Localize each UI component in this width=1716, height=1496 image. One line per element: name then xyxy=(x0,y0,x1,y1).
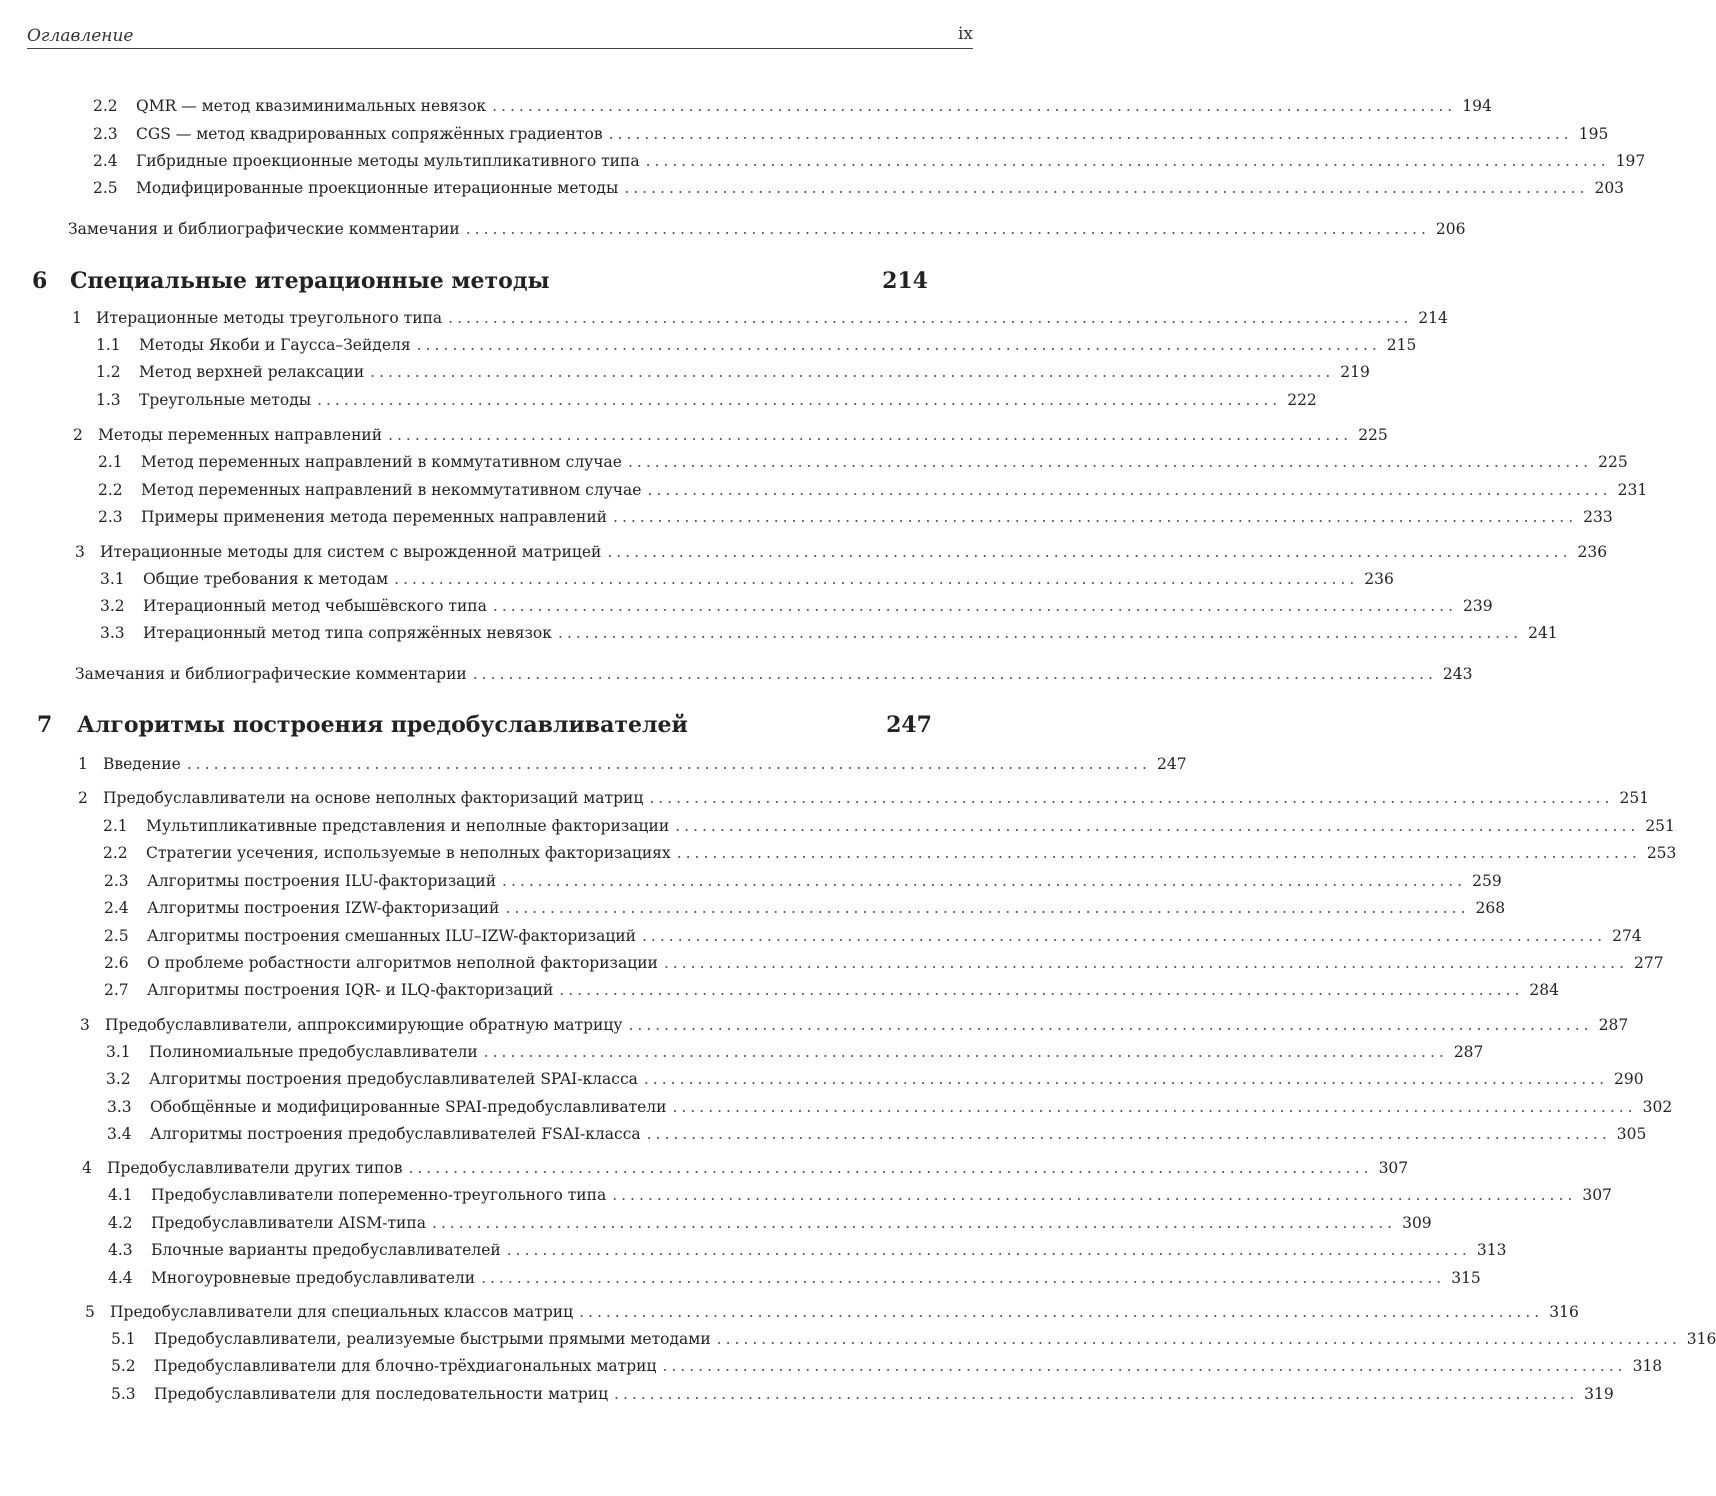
entry-title: Примеры применения метода переменных направлений xyxy=(141,508,608,526)
entry-page: 313 xyxy=(1476,1241,1507,1259)
entry-number: 3.4 xyxy=(107,1125,132,1143)
entry-number: 1 xyxy=(78,755,88,773)
entry-page: 259 xyxy=(1472,872,1502,890)
entry-number: 2.1 xyxy=(103,817,128,835)
chapter-number: 7 xyxy=(37,712,53,738)
entry-number: 4 xyxy=(82,1159,92,1177)
leader-dots: ............................................................................................................ xyxy=(675,817,1640,835)
entry-title: Предобуславливатели для специальных классов матриц xyxy=(110,1303,574,1321)
entry-title: Треугольные методы xyxy=(139,391,312,409)
entry-title: Метод верхней релаксации xyxy=(139,363,365,381)
leader-dots: ............................................................................................................ xyxy=(506,1241,1471,1259)
chapter-heading[interactable] xyxy=(32,268,928,294)
entry-page: 316 xyxy=(1549,1303,1579,1321)
entry-page: 277 xyxy=(1634,954,1664,972)
toc-entry[interactable] xyxy=(103,843,1677,863)
entry-title: Предобуславливатели, аппроксимирующие обратную матрицу xyxy=(105,1016,623,1034)
entry-title: Алгоритмы построения смешанных ILU–IZW-факторизаций xyxy=(147,927,636,945)
entry-title: Итерационные методы для систем с вырожденной матрицей xyxy=(100,543,602,561)
toc-entry[interactable] xyxy=(93,124,1609,144)
entry-page: 222 xyxy=(1287,391,1317,409)
entry-number: 2.3 xyxy=(98,508,123,526)
entry-number: 1 xyxy=(72,309,82,327)
entry-number: 3 xyxy=(75,543,85,561)
entry-page: 241 xyxy=(1528,624,1558,642)
toc-entry[interactable] xyxy=(104,953,1664,973)
toc-entry[interactable] xyxy=(93,96,1492,116)
entry-number: 3.1 xyxy=(100,570,125,588)
entry-page: 225 xyxy=(1358,426,1388,444)
entry-number: 2.7 xyxy=(104,981,129,999)
entry-page: 197 xyxy=(1615,152,1646,170)
leader-dots: ............................................................................................................ xyxy=(643,1070,1608,1088)
entry-title: Полиномиальные предобуславливатели xyxy=(149,1043,478,1061)
leader-dots: ............................................................................................................ xyxy=(505,899,1470,917)
leader-dots: ............................................................................................................ xyxy=(186,755,1151,773)
entry-page: 251 xyxy=(1619,789,1650,807)
toc-entry[interactable] xyxy=(103,816,1675,836)
toc-section[interactable] xyxy=(85,1302,1579,1322)
toc-entry[interactable] xyxy=(100,569,1394,589)
entry-number: 2.3 xyxy=(93,125,118,143)
entry-number: 2.6 xyxy=(104,954,129,972)
entry-number: 2 xyxy=(78,789,88,807)
leader-dots: ............................................................................................................ xyxy=(612,1186,1577,1204)
entry-number: 2.5 xyxy=(104,927,129,945)
toc-entry[interactable] xyxy=(108,1268,1481,1288)
leader-dots: ............................................................................................................ xyxy=(647,481,1612,499)
entry-page: 284 xyxy=(1529,981,1560,999)
toc-section[interactable] xyxy=(78,754,1187,774)
entry-number: 2.5 xyxy=(93,179,118,197)
entry-page: 253 xyxy=(1646,844,1677,862)
entry-title: Методы переменных направлений xyxy=(98,426,383,444)
chapter-page: 247 xyxy=(886,712,932,738)
toc-section[interactable] xyxy=(72,308,1448,328)
leader-dots: ............................................................................................................ xyxy=(614,1385,1579,1403)
leader-dots: ............................................................................................................ xyxy=(662,1357,1627,1375)
entry-page: 194 xyxy=(1462,97,1492,115)
entry-page: 268 xyxy=(1475,899,1506,917)
toc-section[interactable] xyxy=(80,1015,1629,1035)
leader-dots: ............................................................................................................ xyxy=(408,1159,1373,1177)
entry-title: Предобуславливатели на основе неполных факторизаций матриц xyxy=(103,789,644,807)
chapter-number: 6 xyxy=(32,268,48,294)
entry-number: 5.3 xyxy=(111,1385,136,1403)
chapter-title: Специальные итерационные методы xyxy=(70,268,550,294)
leader-dots: ............................................................................................................ xyxy=(676,844,1641,862)
chapter-heading[interactable] xyxy=(37,712,932,738)
entry-title: Предобуславливатели для блочно-трёхдиагональных матриц xyxy=(154,1357,657,1375)
leader-dots: ............................................................................................................ xyxy=(672,1098,1637,1116)
entry-number: 5.2 xyxy=(111,1357,136,1375)
entry-number: 2 xyxy=(73,426,83,444)
entry-number: 2.1 xyxy=(98,453,123,471)
entry-number: 2.2 xyxy=(98,481,123,499)
toc-notes-entry[interactable] xyxy=(68,219,1466,239)
entry-number: 1.2 xyxy=(96,363,121,381)
entry-page: 236 xyxy=(1577,543,1608,561)
chapter-title: Алгоритмы построения предобуславливателей xyxy=(77,712,688,738)
entry-number: 3.3 xyxy=(100,624,125,642)
leader-dots: ............................................................................................................ xyxy=(481,1269,1446,1287)
page-number: ix xyxy=(957,24,973,44)
entry-title: Итерационные методы треугольного типа xyxy=(96,309,443,327)
entry-page: 316 xyxy=(1686,1330,1716,1348)
toc-entry[interactable] xyxy=(107,1124,1647,1144)
entry-title: Модифицированные проекционные итерационные методы xyxy=(136,179,619,197)
entry-page: 251 xyxy=(1645,817,1675,835)
toc-entry[interactable] xyxy=(96,335,1417,355)
entry-page: 287 xyxy=(1598,1016,1629,1034)
leader-dots: ............................................................................................................ xyxy=(559,981,1524,999)
entry-page: 315 xyxy=(1451,1269,1481,1287)
toc-notes-entry[interactable] xyxy=(75,664,1473,684)
toc-entry[interactable] xyxy=(93,151,1646,171)
entry-title: Алгоритмы построения IQR- и ILQ-факторизаций xyxy=(147,981,554,999)
leader-dots: ............................................................................................................ xyxy=(431,1214,1397,1232)
toc-section[interactable] xyxy=(75,542,1608,562)
entry-page: 305 xyxy=(1616,1125,1647,1143)
entry-number: 1.1 xyxy=(96,336,121,354)
leader-dots: ............................................................................................................ xyxy=(492,597,1458,615)
entry-page: 214 xyxy=(1418,309,1448,327)
toc-entry[interactable] xyxy=(108,1240,1507,1260)
entry-page: 247 xyxy=(1156,755,1187,773)
leader-dots: ............................................................................................................ xyxy=(472,665,1437,683)
toc-entry[interactable] xyxy=(98,507,1613,527)
entry-page: 309 xyxy=(1402,1214,1432,1232)
entry-number: 1.3 xyxy=(96,391,121,409)
entry-title: Итерационный метод чебышёвского типа xyxy=(143,597,487,615)
toc-entry[interactable] xyxy=(104,871,1502,891)
leader-dots: ............................................................................................................ xyxy=(416,336,1381,354)
entry-page: 231 xyxy=(1617,481,1648,499)
entry-page: 215 xyxy=(1386,336,1417,354)
entry-title: Алгоритмы построения ILU-факторизаций xyxy=(147,872,497,890)
entry-page: 219 xyxy=(1340,363,1370,381)
toc-entry[interactable] xyxy=(100,623,1558,643)
toc-entry[interactable] xyxy=(107,1097,1673,1117)
entry-number: 3.3 xyxy=(107,1098,132,1116)
toc-section[interactable] xyxy=(82,1158,1409,1178)
leader-dots: ............................................................................................................ xyxy=(448,309,1413,327)
entry-title: Введение xyxy=(103,755,181,773)
entry-title: Предобуславливатели попеременно-треугольного типа xyxy=(151,1186,607,1204)
entry-title: Мультипликативные представления и неполные факторизации xyxy=(146,817,670,835)
entry-number: 2.3 xyxy=(104,872,129,890)
leader-dots: ............................................................................................................ xyxy=(579,1303,1544,1321)
entry-page: 195 xyxy=(1578,125,1609,143)
entry-page: 233 xyxy=(1583,508,1613,526)
leader-dots: ............................................................................................................ xyxy=(649,789,1614,807)
entry-page: 318 xyxy=(1632,1357,1663,1375)
entry-page: 274 xyxy=(1612,927,1642,945)
toc-entry[interactable] xyxy=(111,1329,1716,1349)
entry-title: Гибридные проекционные методы мультипликативного типа xyxy=(136,152,640,170)
entry-number: 3.1 xyxy=(106,1043,131,1061)
toc-entry[interactable] xyxy=(108,1213,1432,1233)
entry-number: 3.2 xyxy=(106,1070,131,1088)
entry-number: 5 xyxy=(85,1303,95,1321)
leader-dots: ............................................................................................................ xyxy=(492,97,1457,115)
toc-entry[interactable] xyxy=(106,1042,1484,1062)
entry-title: Предобуславливатели для последовательности матриц xyxy=(154,1385,609,1403)
entry-page: 319 xyxy=(1584,1385,1614,1403)
entry-page: 203 xyxy=(1594,179,1625,197)
leader-dots: ............................................................................................................ xyxy=(557,624,1523,642)
entry-title: Предобуславливатели других типов xyxy=(107,1159,403,1177)
entry-title: Предобуславливатели AISM-типа xyxy=(151,1214,426,1232)
toc-entry[interactable] xyxy=(93,178,1625,198)
entry-number: 3.2 xyxy=(100,597,125,615)
entry-number: 3 xyxy=(80,1016,90,1034)
entry-title: CGS — метод квадрированных сопряжённых градиентов xyxy=(136,125,603,143)
entry-title: Многоуровневые предобуславливатели xyxy=(151,1269,476,1287)
entry-title: Обобщённые и модифицированные SPAI-предобуславливатели xyxy=(150,1098,667,1116)
toc-entry[interactable] xyxy=(111,1356,1663,1376)
entry-number: 4.2 xyxy=(108,1214,133,1232)
entry-page: 307 xyxy=(1378,1159,1409,1177)
entry-title: Стратегии усечения, используемые в неполных факторизациях xyxy=(146,844,671,862)
leader-dots: ............................................................................................................ xyxy=(394,570,1359,588)
leader-dots: ............................................................................................................ xyxy=(716,1330,1681,1348)
toc-entry[interactable] xyxy=(104,926,1642,946)
entry-title: Предобуславливатели, реализуемые быстрыми прямыми методами xyxy=(154,1330,711,1348)
chapter-page: 214 xyxy=(882,268,928,294)
leader-dots: ............................................................................................................ xyxy=(607,543,1572,561)
entry-page: 307 xyxy=(1582,1186,1612,1204)
toc-entry[interactable] xyxy=(96,390,1317,410)
toc-entry[interactable] xyxy=(111,1384,1614,1404)
leader-dots: ............................................................................................................ xyxy=(608,125,1573,143)
entry-title: QMR — метод квазиминимальных невязок xyxy=(136,97,487,115)
leader-dots: ............................................................................................................ xyxy=(370,363,1335,381)
entry-title: Замечания и библиографические комментарии xyxy=(68,220,460,238)
running-title: Оглавление xyxy=(27,26,134,46)
entry-number: 2.2 xyxy=(93,97,118,115)
entry-title: Замечания и библиографические комментарии xyxy=(75,665,467,683)
toc-entry[interactable] xyxy=(106,1069,1644,1089)
toc-entry[interactable] xyxy=(96,362,1370,382)
entry-title: Общие требования к методам xyxy=(143,570,389,588)
entry-title: Методы Якоби и Гаусса–Зейделя xyxy=(139,336,411,354)
leader-dots: ............................................................................................................ xyxy=(663,954,1628,972)
toc-entry[interactable] xyxy=(108,1185,1612,1205)
entry-title: О проблеме робастности алгоритмов неполной факторизации xyxy=(147,954,658,972)
entry-title: Метод переменных направлений в коммутативном случае xyxy=(141,453,622,471)
leader-dots: ............................................................................................................ xyxy=(645,152,1610,170)
entry-number: 2.4 xyxy=(104,899,129,917)
entry-page: 239 xyxy=(1463,597,1493,615)
leader-dots: ............................................................................................................ xyxy=(624,179,1589,197)
page-header xyxy=(27,22,973,49)
entry-number: 2.2 xyxy=(103,844,128,862)
entry-page: 290 xyxy=(1614,1070,1644,1088)
entry-number: 4.3 xyxy=(108,1241,133,1259)
entry-page: 287 xyxy=(1453,1043,1484,1061)
leader-dots: ............................................................................................................ xyxy=(388,426,1353,444)
toc-entry[interactable] xyxy=(98,480,1648,500)
entry-number: 2.4 xyxy=(93,152,118,170)
entry-page: 243 xyxy=(1442,665,1473,683)
leader-dots: ............................................................................................................ xyxy=(502,872,1467,890)
leader-dots: ............................................................................................................ xyxy=(627,453,1593,471)
entry-title: Метод переменных направлений в некоммутативном случае xyxy=(141,481,642,499)
entry-number: 4.1 xyxy=(108,1186,133,1204)
toc-entry[interactable] xyxy=(98,452,1628,472)
leader-dots: ............................................................................................................ xyxy=(641,927,1607,945)
toc-section[interactable] xyxy=(73,425,1388,445)
toc-entry[interactable] xyxy=(100,596,1493,616)
leader-dots: ............................................................................................................ xyxy=(317,391,1282,409)
entry-number: 5.1 xyxy=(111,1330,136,1348)
leader-dots: ............................................................................................................ xyxy=(646,1125,1611,1143)
entry-title: Итерационный метод типа сопряжённых невязок xyxy=(143,624,552,642)
toc-section[interactable] xyxy=(78,788,1650,808)
entry-title: Блочные варианты предобуславливателей xyxy=(151,1241,501,1259)
entry-title: Алгоритмы построения IZW-факторизаций xyxy=(147,899,500,917)
entry-title: Алгоритмы построения предобуславливателей SPAI-класса xyxy=(149,1070,638,1088)
entry-number: 4.4 xyxy=(108,1269,133,1287)
entry-page: 206 xyxy=(1435,220,1466,238)
entry-page: 236 xyxy=(1364,570,1394,588)
leader-dots: ............................................................................................................ xyxy=(483,1043,1448,1061)
entry-page: 302 xyxy=(1642,1098,1673,1116)
entry-page: 225 xyxy=(1598,453,1628,471)
leader-dots: ............................................................................................................ xyxy=(465,220,1430,238)
toc-entry[interactable] xyxy=(104,898,1506,918)
leader-dots: ............................................................................................................ xyxy=(628,1016,1593,1034)
leader-dots: ............................................................................................................ xyxy=(613,508,1578,526)
toc-entry[interactable] xyxy=(104,980,1560,1000)
entry-title: Алгоритмы построения предобуславливателей FSAI-класса xyxy=(150,1125,641,1143)
